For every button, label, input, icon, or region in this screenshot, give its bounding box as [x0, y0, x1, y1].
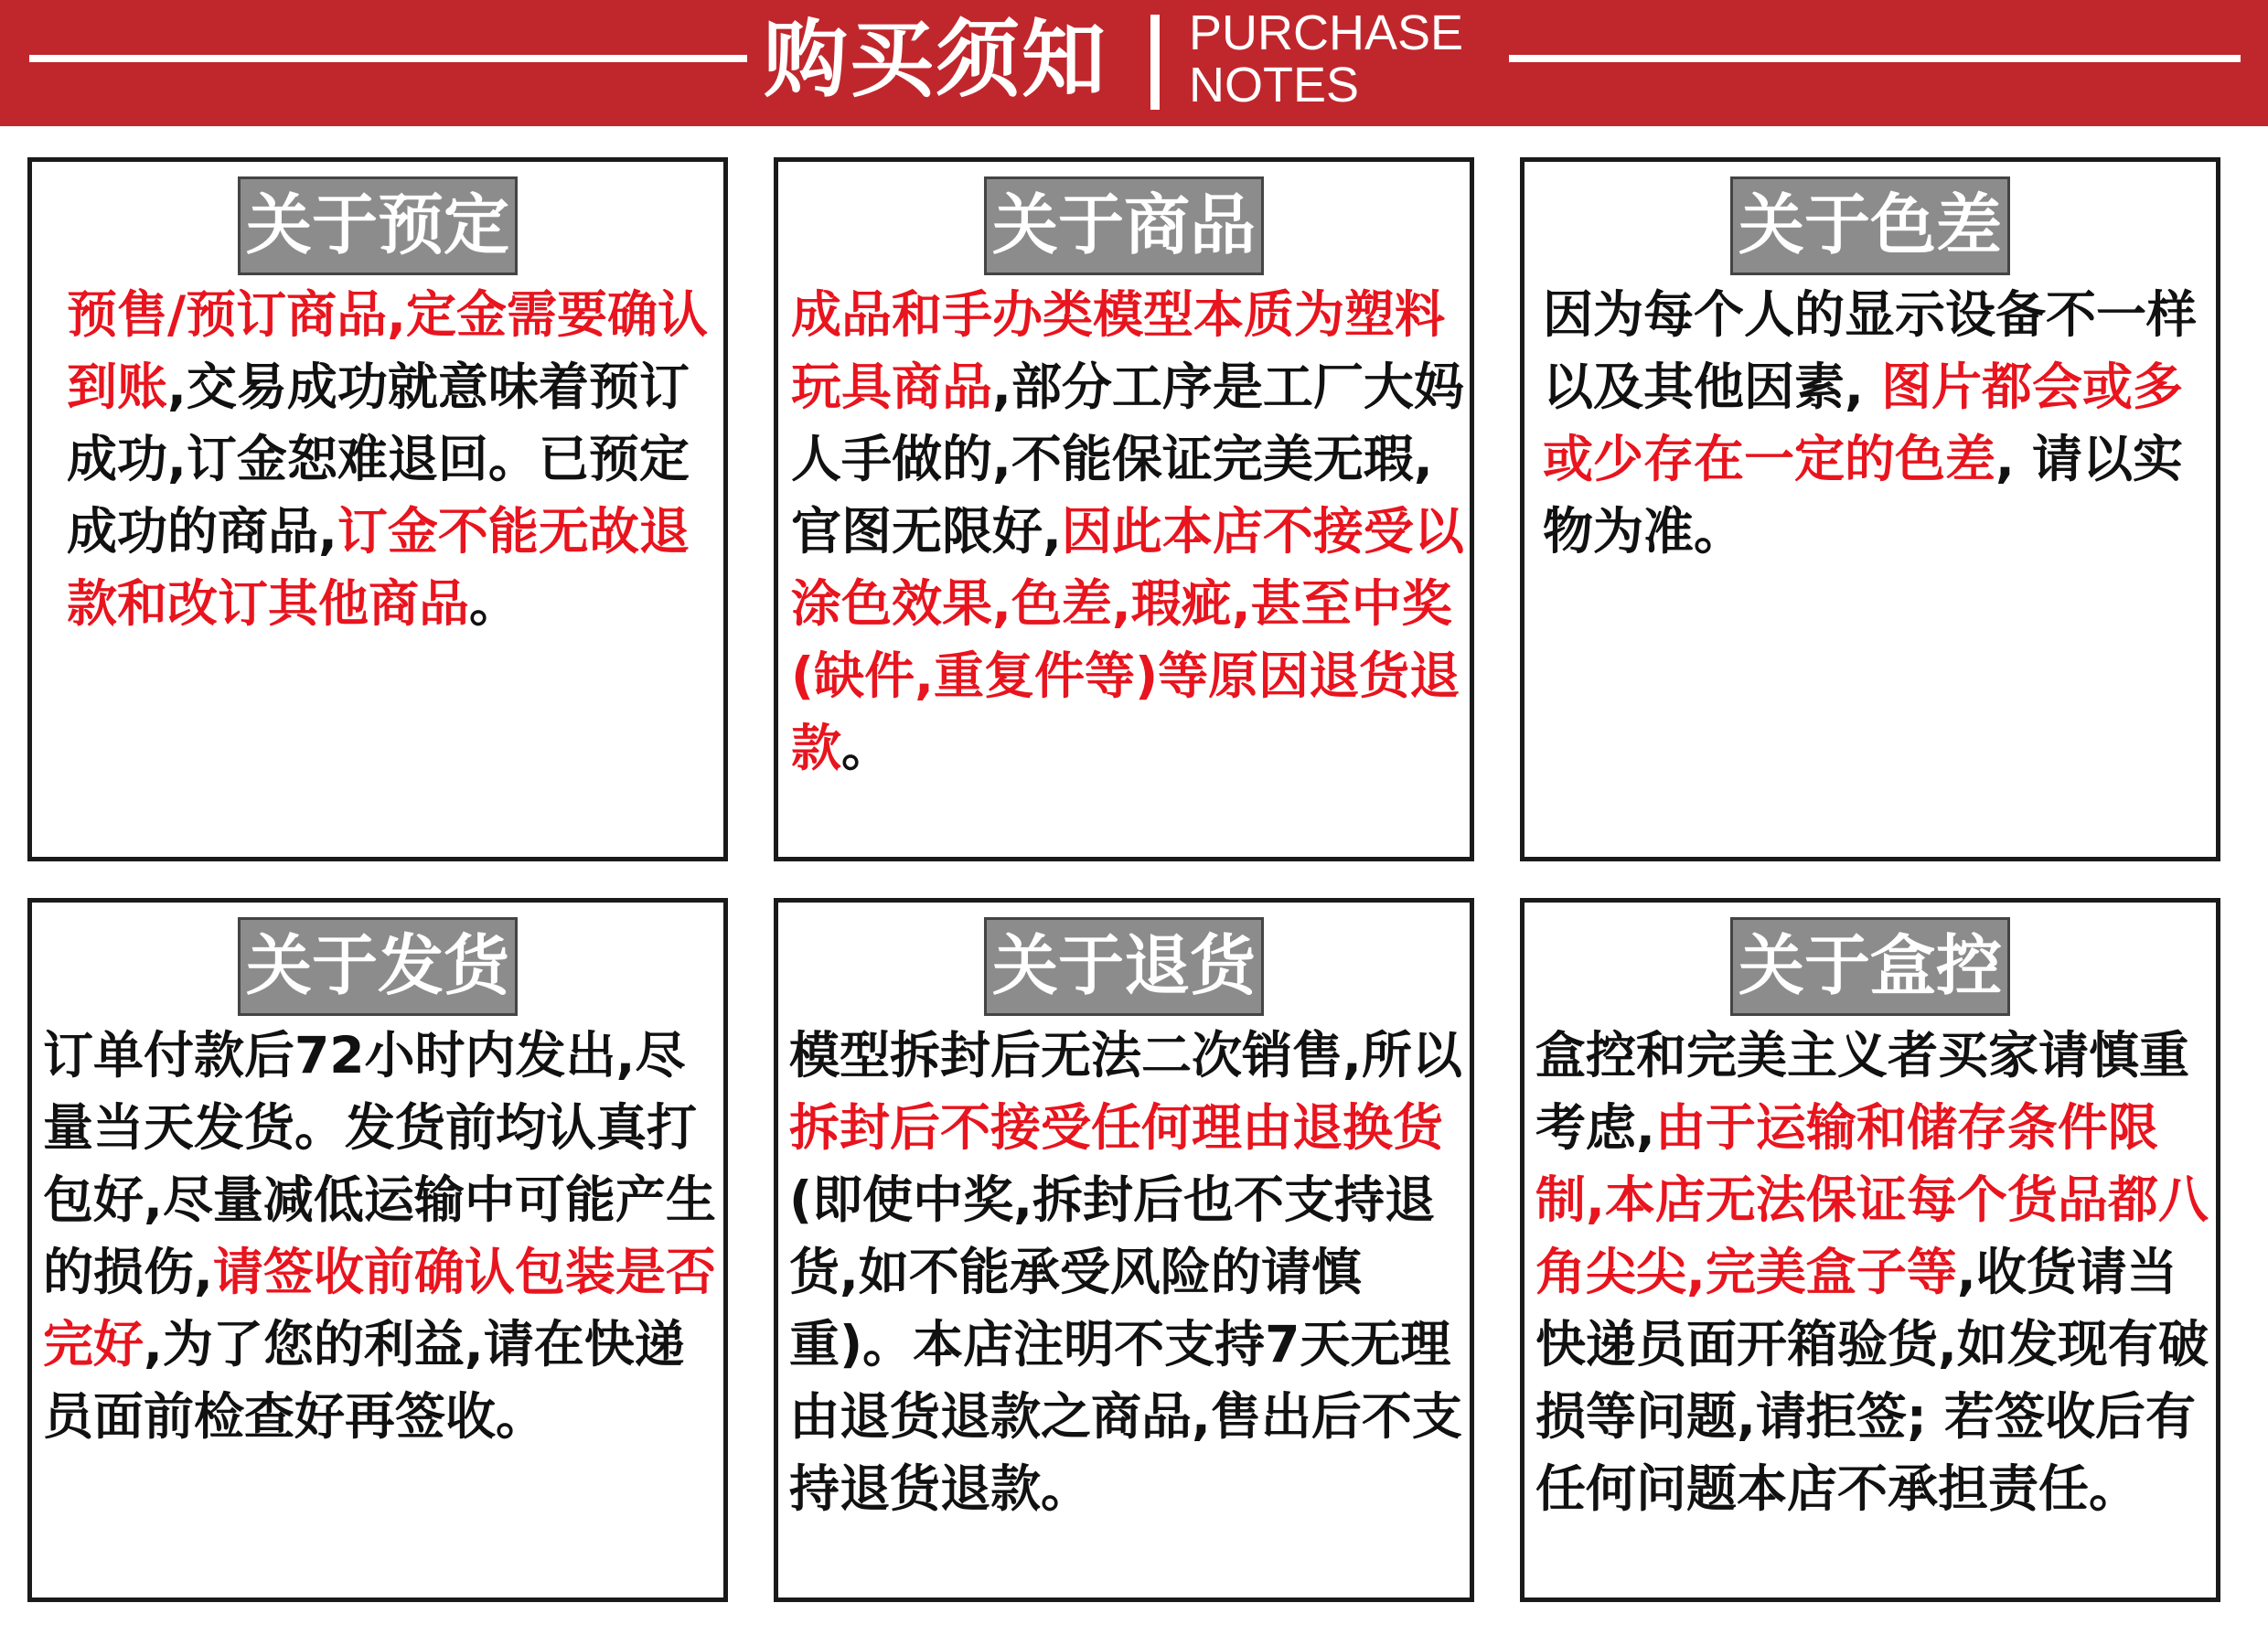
panel-product — [774, 157, 1474, 861]
highlight-text: 因此本店不接受以涂色效果,色差,瑕疵,甚至中奖(缺件,重复件等)等原因退货退款 — [791, 502, 1464, 777]
banner-title-separator — [1150, 15, 1160, 110]
highlight-text: 由于运输和储存条件限制,本店无法保证每个货品都八角尖尖,完美盒子等 — [1535, 1098, 2209, 1301]
panel-title: 关于发货 — [238, 917, 518, 1016]
banner-title-en-line2: NOTES — [1189, 58, 1360, 112]
body-text: 订单付款后72小时内发出,尽量当天发货。发货前均认真打包好,尽量减低运输中可能产生的损伤, — [43, 1026, 716, 1301]
body-text: ,为了您的利益,请在快递员面前检查好再签收。 — [43, 1315, 685, 1446]
panel-reservation — [27, 157, 728, 861]
banner-title-en-line1: PURCHASE — [1189, 5, 1464, 60]
header-banner — [0, 0, 2268, 126]
highlight-text: 预售/预订商品,定金需要确认到账 — [67, 285, 708, 416]
body-text: 模型拆封后无法二次销售,所以 — [789, 1026, 1462, 1085]
body-text: 因为每个人的显示设备不一样以及其他因素, — [1543, 285, 2198, 416]
panel-text — [1535, 1020, 2212, 1525]
panel-box-condition — [1520, 898, 2220, 1602]
panel-title: 关于退货 — [984, 917, 1264, 1016]
body-text: , 请以实物为准。 — [1543, 430, 2184, 561]
body-text: 。 — [469, 574, 520, 633]
highlight-text: 成品和手办类模型本质为塑料玩具商品 — [791, 285, 1446, 416]
panel-text — [789, 1020, 1466, 1525]
panel-title: 关于盒控 — [1730, 917, 2010, 1016]
body-text: ,收货请当快递员面开箱验货,如发现有破损等问题,请拒签; 若签收后有任何问题本店不承担责任。 — [1535, 1243, 2209, 1518]
body-text: 。 — [841, 719, 893, 777]
panel-text — [791, 279, 1468, 785]
body-text: ,交易成功就意味着预订成功,订金恕难退回。已预定成功的商品, — [67, 358, 690, 561]
highlight-text: 拆封后不接受任何理由退换货 — [789, 1098, 1444, 1157]
panel-title: 关于商品 — [984, 176, 1264, 275]
panel-title: 关于色差 — [1730, 176, 2010, 275]
body-text: ,部分工序是工厂大妈人手做的,不能保证完美无瑕,官图无限好, — [791, 358, 1464, 561]
panel-text — [43, 1020, 720, 1453]
highlight-text: 订金不能无故退款和改订其他商品 — [67, 502, 690, 633]
panel-text — [67, 279, 716, 640]
panel-color-difference — [1520, 157, 2220, 861]
right-divider-line — [1509, 55, 2241, 62]
banner-title-cn: 购买须知 — [764, 11, 1108, 109]
body-text: 盒控和完美主义者买家请慎重考虑, — [1535, 1026, 2190, 1157]
panel-text — [1543, 279, 2210, 568]
left-divider-line — [29, 55, 747, 62]
highlight-text: 图片都会或多或少存在一定的色差 — [1543, 358, 2184, 488]
banner-title-en — [1189, 7, 1463, 112]
panel-title: 关于预定 — [238, 176, 518, 275]
highlight-text: 请签收前确认包装是否完好 — [43, 1243, 716, 1373]
panel-returns — [774, 898, 1474, 1602]
body-text: (即使中奖,拆封后也不支持退货,如不能承受风险的请慎重)。本店注明不支持7天无理由退货退款之商品,售出后不支持退货退款。 — [789, 1170, 1462, 1518]
panel-shipping — [27, 898, 728, 1602]
